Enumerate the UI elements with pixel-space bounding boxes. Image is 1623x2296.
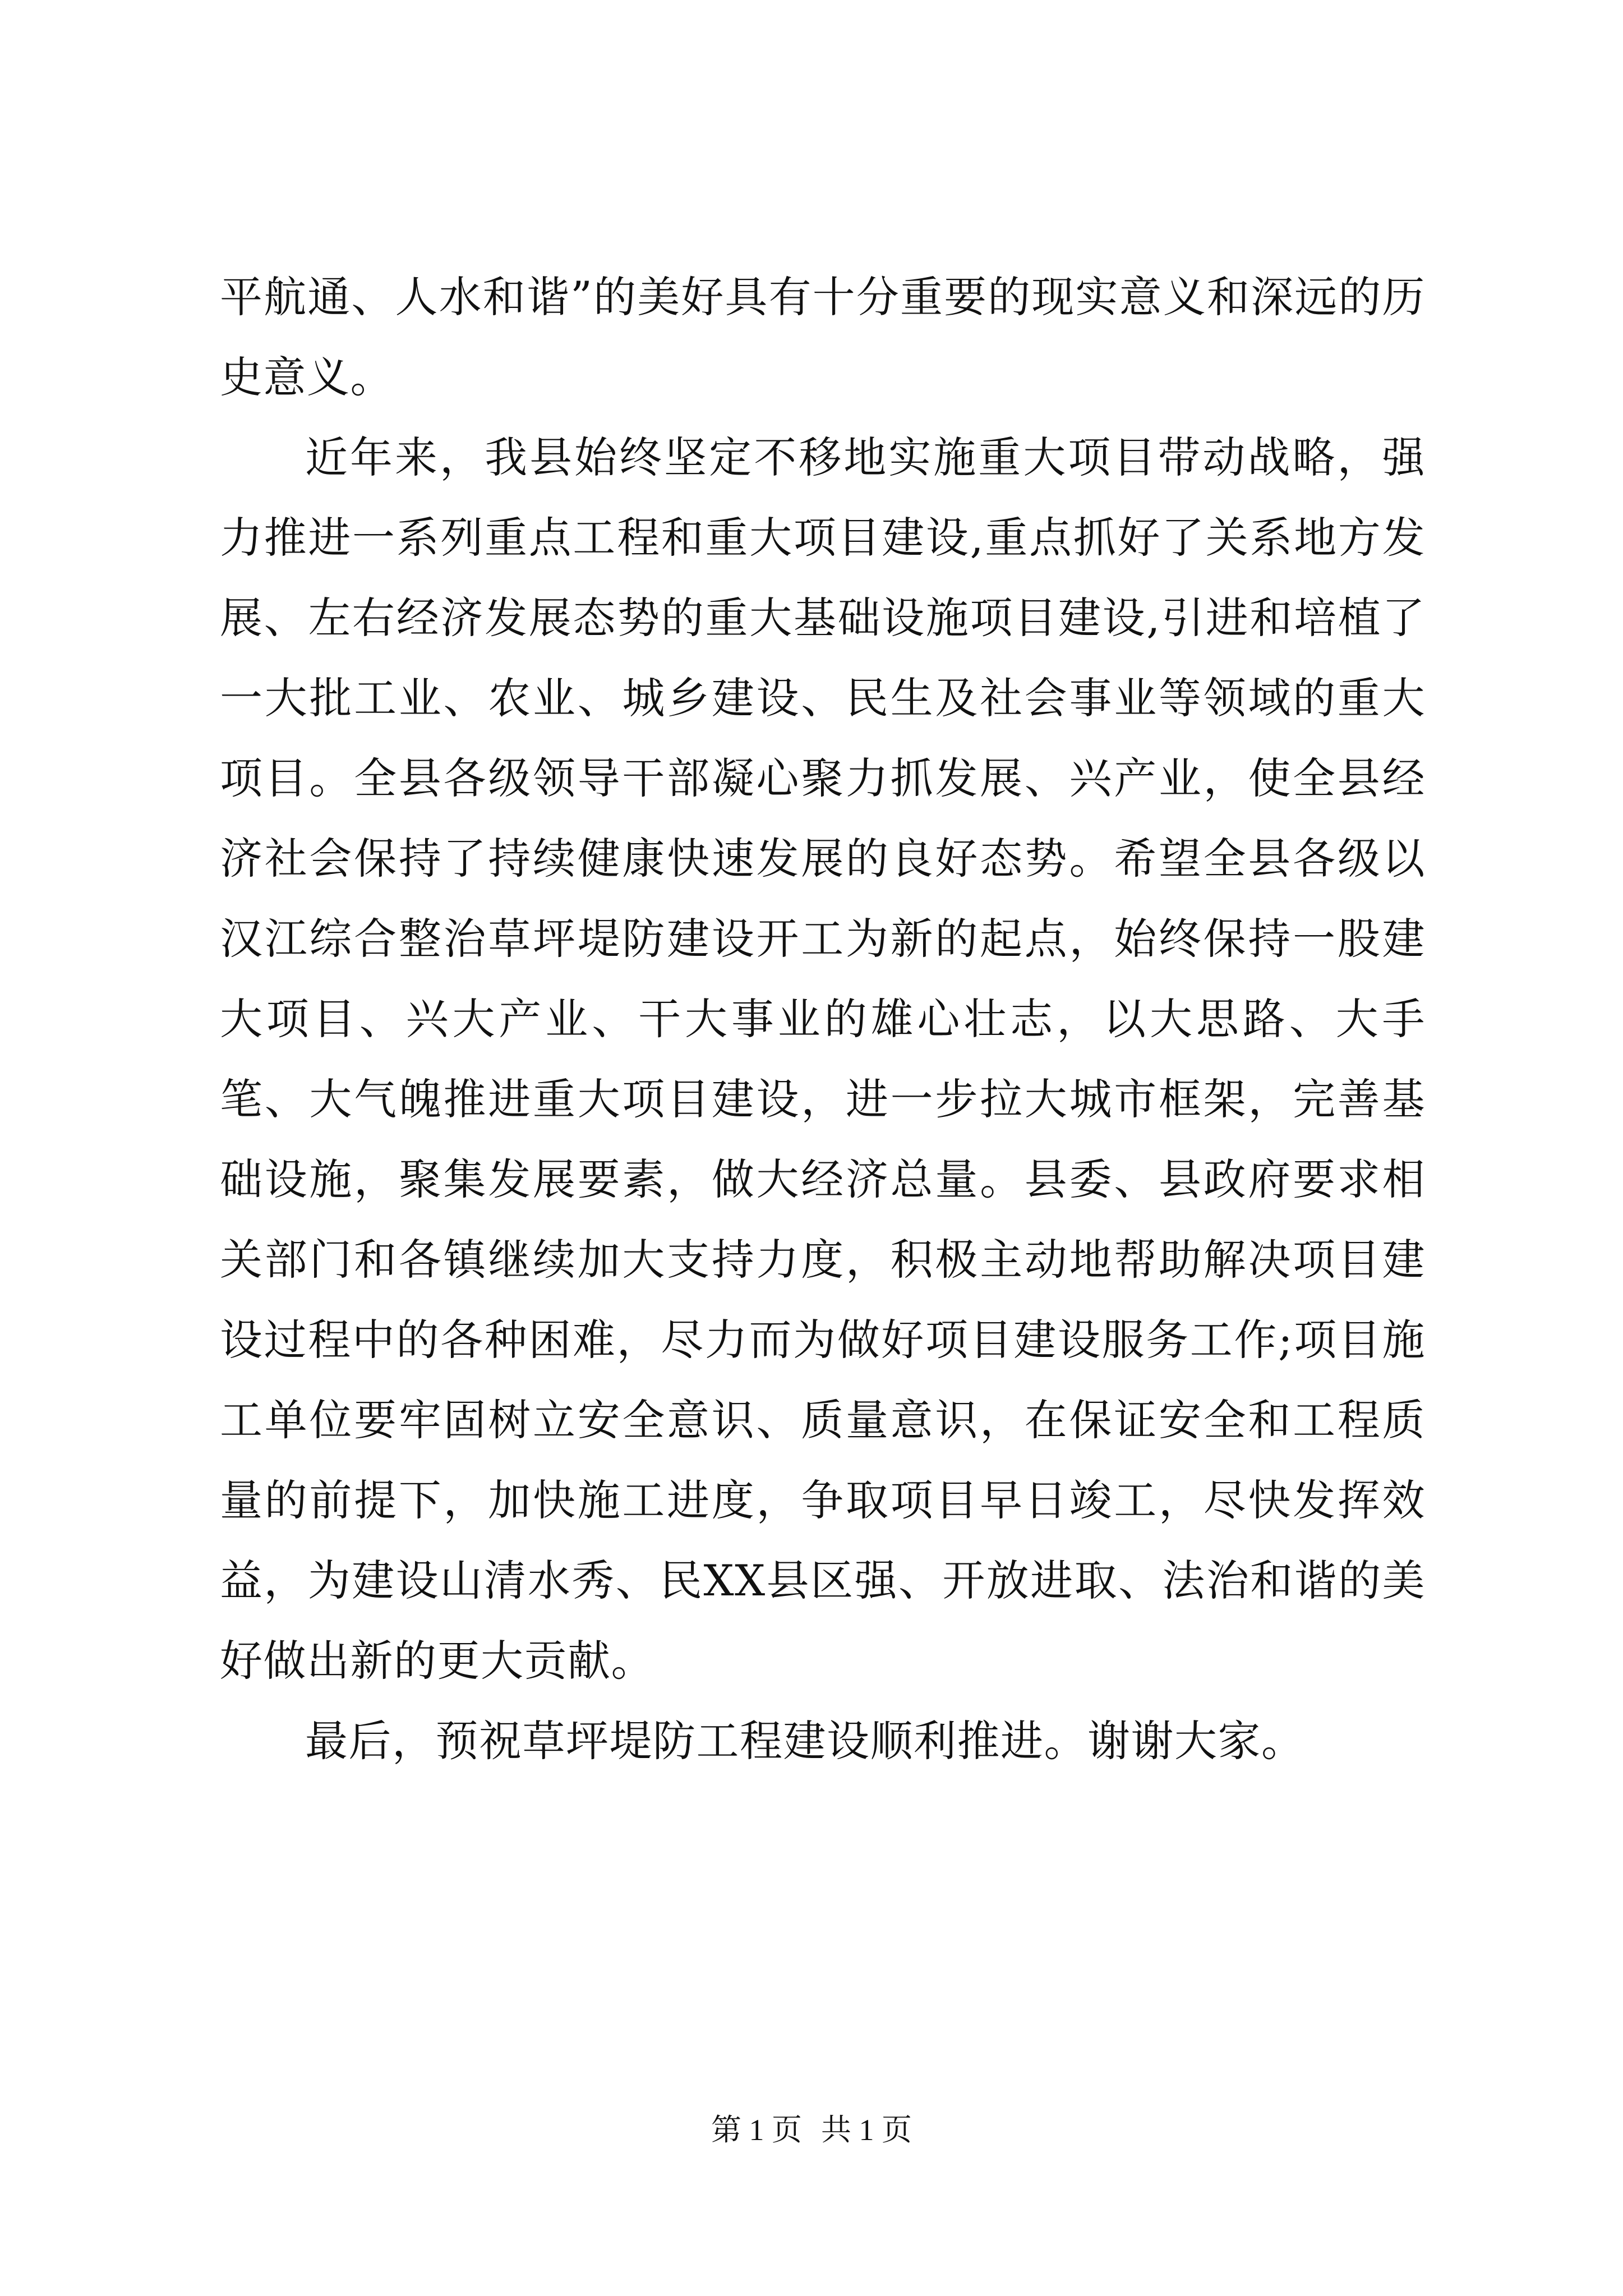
paragraph-project-strategy: 近年来，我县始终坚定不移地实施重大项目带动战略，强力推进一系列重点工程和重大项目建设,重点抓好了关系地方发展、左右经济发展态势的重大基础设施项目建设,引进和培植了一大批工业、农业、城乡建设、民生及社会事业等领域的重大项目。全县各级领导干部凝心聚力抓发展、兴产业，使全县经济社会保持了持续健康快速发展的良好态势。希望全县各级以汉江综合整治草坪堤防建设开工为新的起点，始终保持一股建大项目、兴大产业、干大事业的雄心壮志，以大思路、大手笔、大气魄推进重大项目建设，进一步拉大城市框架，完善基础设施，聚集发展要素，做大经济总量。县委、县政府要求相关部门和各镇继续加大支持力度，积极主动地帮助解决项目建设过程中的各种困难，尽力而为做好项目建设服务工作;项目施工单位要牢固树立安全意识、质量意识，在保证安全和工程质量的前提下，加快施工进度，争取项目早日竣工，尽快发挥效益，为建设山清水秀、民XX县区强、开放进取、法治和谐的美好做出新的更大贡献。	[220, 432, 1426, 1686]
paragraph-continuation: 平航通、人水和谐”的美好具有十分重要的现实意义和深远的历史意义。	[220, 272, 1426, 402]
page-footer	[0, 2110, 1623, 2150]
page-total: 共 1 页	[821, 2113, 912, 2147]
page-number: 第 1 页	[711, 2113, 802, 2147]
paragraph-closing: 最后，预祝草坪堤防工程建设顺利推进。谢谢大家。	[305, 1716, 1305, 1766]
document-body	[220, 257, 1426, 1781]
